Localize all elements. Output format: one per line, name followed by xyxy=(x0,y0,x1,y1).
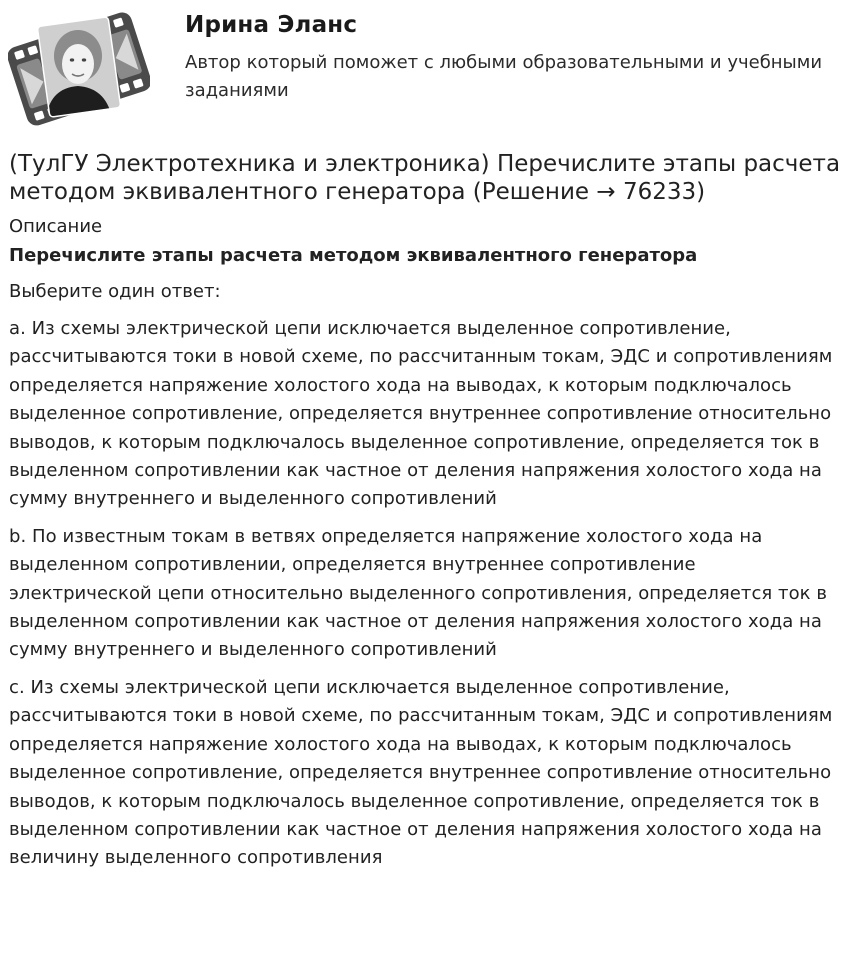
answer-option-b: b. По известным токам в ветвях определяется напряжение холостого хода на выделенном сопротивлении, определяется внутреннее сопротивление электрической цепи относительно выделенного сопротивления, определяется ток в выделенном сопротивлении как частное от деления напряжения холостого хода на сумму внутреннего и выделенного сопротивлений xyxy=(9,525,827,661)
author-name[interactable]: Ирина Эланс xyxy=(185,12,358,38)
page-title: (ТулГУ Электротехника и электроника) Перечислите этапы расчета методом эквивалентного генератора (Решение → 76233) xyxy=(9,151,841,205)
question-text: Перечислите этапы расчета методом эквивалентного генератора xyxy=(9,245,698,266)
author-description: Автор который поможет с любыми образовательными и учебными заданиями xyxy=(185,52,823,101)
answer-option-a: a. Из схемы электрической цепи исключается выделенное сопротивление, рассчитываются токи в новой схеме, по рассчитанным токам, ЭДС и сопротивлениям определяется напряжение холостого хода на выводах, к которым подключалось выделенное сопротивление, определяется внутреннее сопротивление относительно выводов, к которым подключалось выделенное сопротивление, определяется ток в выделенном сопротивлении как частное от деления напряжения холостого хода на сумму внутреннего и выделенного сопротивлений xyxy=(9,318,833,510)
task-content xyxy=(9,150,841,873)
author-avatar[interactable] xyxy=(8,8,150,128)
answer-prompt: Выберите один ответ: xyxy=(9,281,221,302)
answer-option-c: c. Из схемы электрической цепи исключается выделенное сопротивление, рассчитываются токи в новой схеме, по рассчитанным токам, ЭДС и сопротивлениям определяется напряжение холостого хода на выводах, к которым подключалось выделенное сопротивление, определяется внутреннее сопротивление относительно выводов, к которым подключалось выделенное сопротивление, определяется ток в выделенном сопротивлении как частное от деления напряжения холостого хода на величину выделенного сопротивления xyxy=(9,676,833,869)
author-header xyxy=(0,0,847,130)
film-strip-portrait-icon xyxy=(8,8,150,128)
section-label-description: Описание xyxy=(9,216,103,237)
